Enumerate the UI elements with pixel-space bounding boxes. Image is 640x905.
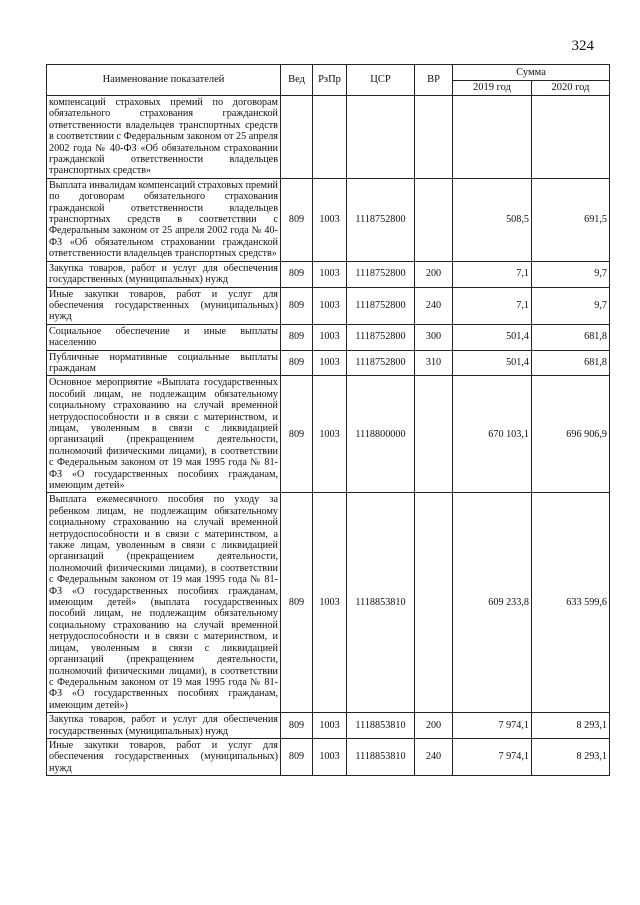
header-vr: ВР (415, 65, 453, 96)
row-name: Основное мероприятие «Выплата государственных пособий лицам, не подлежащим обязательному социальному страхованию на случай временной нетрудоспособности и в связи с материнством, и лицам, уволенным в связи с ликвидацией организаций (прекращением деятельности, полномочий физическими лицами), в соответствии с Федеральным законом от 19 мая 1995 года № 81-ФЗ «О государственных пособиях гражданам, имеющим детей» (47, 376, 281, 493)
table-row (47, 713, 610, 739)
row-sum-2020: 696 906,9 (532, 376, 610, 493)
row-rzpr: 1003 (313, 350, 347, 376)
row-csr (347, 96, 415, 179)
row-sum-2019: 7,1 (453, 261, 532, 287)
table-row (47, 493, 610, 713)
row-name: Закупка товаров, работ и услуг для обеспечения государственных (муниципальных) нужд (47, 261, 281, 287)
row-csr: 1118752800 (347, 287, 415, 324)
row-vr (415, 376, 453, 493)
table-row (47, 96, 610, 179)
table-row (47, 350, 610, 376)
row-name: Иные закупки товаров, работ и услуг для обеспечения государственных (муниципальных) нужд (47, 738, 281, 775)
row-vr: 310 (415, 350, 453, 376)
table-row (47, 261, 610, 287)
row-vr: 240 (415, 287, 453, 324)
row-sum-2019: 7 974,1 (453, 738, 532, 775)
header-sum: Сумма (453, 65, 610, 81)
row-rzpr: 1003 (313, 287, 347, 324)
row-ved: 809 (281, 178, 313, 261)
row-name: Закупка товаров, работ и услуг для обеспечения государственных (муниципальных) нужд (47, 713, 281, 739)
row-csr: 1118853810 (347, 713, 415, 739)
header-ved: Вед (281, 65, 313, 96)
row-sum-2020: 691,5 (532, 178, 610, 261)
budget-table (46, 64, 610, 776)
row-sum-2019: 7,1 (453, 287, 532, 324)
header-name: Наименование показателей (47, 65, 281, 96)
row-sum-2020: 9,7 (532, 261, 610, 287)
row-name: Иные закупки товаров, работ и услуг для обеспечения государственных (муниципальных) нужд (47, 287, 281, 324)
table-row (47, 324, 610, 350)
row-name: Социальное обеспечение и иные выплаты населению (47, 324, 281, 350)
header-csr: ЦСР (347, 65, 415, 96)
row-ved: 809 (281, 738, 313, 775)
header-2019: 2019 год (453, 80, 532, 96)
row-vr: 300 (415, 324, 453, 350)
row-csr: 1118752800 (347, 261, 415, 287)
table-row (47, 738, 610, 775)
row-sum-2019: 609 233,8 (453, 493, 532, 713)
table-row (47, 287, 610, 324)
row-sum-2020: 681,8 (532, 350, 610, 376)
header-rzpr: РзПр (313, 65, 347, 96)
row-name: Выплата ежемесячного пособия по уходу за ребенком лицам, не подлежащим обязательному социальному страхованию на случай временной нетрудоспособности и в связи с материнством, а также лицам, уволенным в связи с ликвидацией организаций (прекращением деятельности, полномочий физическими лицами), в соответствии с Федеральным законом от 19 мая 1995 года № 81-ФЗ «О государственных пособиях гражданам, имеющим детей» (выплата государственных пособий лицам, не подлежащим обязательному социальному страхованию на случай временной нетрудоспособности и в связи с материнством, и лицам, уволенным в связи с ликвидацией организаций (прекращением деятельности, полномочий физическими лицами), в соответствии с Федеральным законом от 19 мая 1995 года № 81-ФЗ «О государственных пособиях гражданам, имеющим детей») (47, 493, 281, 713)
row-vr: 200 (415, 713, 453, 739)
row-csr: 1118752800 (347, 350, 415, 376)
row-ved: 809 (281, 261, 313, 287)
page-number: 324 (571, 38, 594, 54)
row-sum-2020: 9,7 (532, 287, 610, 324)
row-rzpr: 1003 (313, 261, 347, 287)
row-csr: 1118752800 (347, 178, 415, 261)
row-csr: 1118800000 (347, 376, 415, 493)
row-sum-2019: 501,4 (453, 324, 532, 350)
row-rzpr: 1003 (313, 324, 347, 350)
row-sum-2019: 508,5 (453, 178, 532, 261)
row-csr: 1118752800 (347, 324, 415, 350)
row-sum-2020 (532, 96, 610, 179)
row-ved: 809 (281, 350, 313, 376)
row-name: Публичные нормативные социальные выплаты гражданам (47, 350, 281, 376)
row-ved (281, 96, 313, 179)
row-name: Выплата инвалидам компенсаций страховых премий по договорам обязательного страхования гражданской ответственности владельцев транспортных средств в соответствии с Федеральным законом от 25 апреля 2002 года № 40-ФЗ «Об обязательном страховании гражданской ответственности владельцев транспортных средств» (47, 178, 281, 261)
row-vr (415, 178, 453, 261)
row-sum-2020: 8 293,1 (532, 738, 610, 775)
row-vr: 240 (415, 738, 453, 775)
row-rzpr: 1003 (313, 178, 347, 261)
row-ved: 809 (281, 713, 313, 739)
row-vr: 200 (415, 261, 453, 287)
row-rzpr: 1003 (313, 738, 347, 775)
row-rzpr: 1003 (313, 713, 347, 739)
row-sum-2019: 501,4 (453, 350, 532, 376)
table-row (47, 178, 610, 261)
row-sum-2019: 670 103,1 (453, 376, 532, 493)
row-rzpr: 1003 (313, 493, 347, 713)
row-vr (415, 96, 453, 179)
header-2020: 2020 год (532, 80, 610, 96)
row-sum-2020: 8 293,1 (532, 713, 610, 739)
table-row (47, 376, 610, 493)
row-csr: 1118853810 (347, 493, 415, 713)
row-ved: 809 (281, 376, 313, 493)
row-name: компенсаций страховых премий по договорам обязательного страхования гражданской ответственности владельцев транспортных средств в соответствии с Федеральным законом от 25 апреля 2002 года № 40-ФЗ «Об обязательном страховании гражданской ответственности владельцев транспортных средств» (47, 96, 281, 179)
row-csr: 1118853810 (347, 738, 415, 775)
row-ved: 809 (281, 493, 313, 713)
row-ved: 809 (281, 324, 313, 350)
row-sum-2020: 681,8 (532, 324, 610, 350)
row-sum-2019: 7 974,1 (453, 713, 532, 739)
row-vr (415, 493, 453, 713)
row-sum-2019 (453, 96, 532, 179)
row-sum-2020: 633 599,6 (532, 493, 610, 713)
row-rzpr: 1003 (313, 376, 347, 493)
row-rzpr (313, 96, 347, 179)
row-ved: 809 (281, 287, 313, 324)
